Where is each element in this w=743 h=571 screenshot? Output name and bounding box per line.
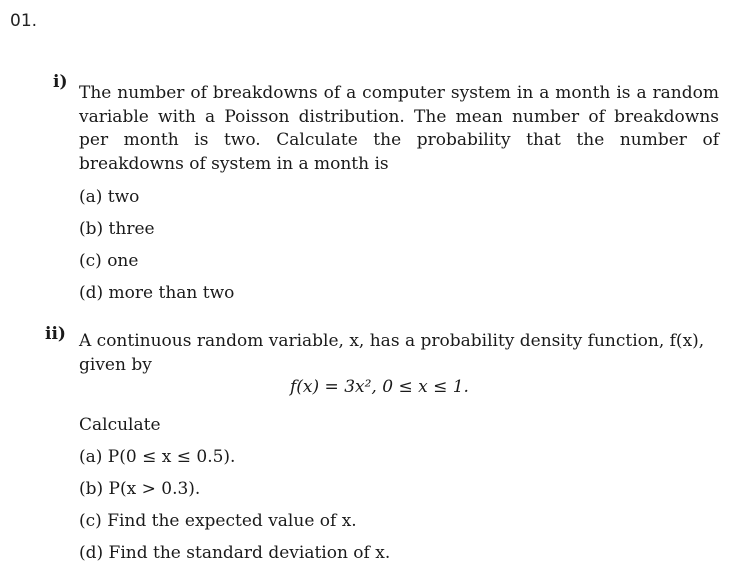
part-ii-item-d: (d) Find the standard deviation of x. bbox=[79, 543, 391, 563]
pdf-equation: f(x) = 3x², 0 ≤ x ≤ 1. bbox=[290, 377, 469, 397]
part-ii-item-c: (c) Find the expected value of x. bbox=[79, 511, 357, 531]
part-ii-item-a: (a) P(0 ≤ x ≤ 0.5). bbox=[79, 447, 236, 467]
part-ii-item-b: (b) P(x > 0.3). bbox=[79, 479, 201, 499]
question-number: 01. bbox=[10, 11, 38, 31]
part-i-text: The number of breakdowns of a computer system in a month is a random variable with a Poisson distribution. The mean number of breakdowns per month is two. Calculate the probability that the number of breakdowns of system in a month is bbox=[79, 83, 719, 174]
part-ii-label: ii) bbox=[45, 324, 66, 344]
part-i-option-c: (c) one bbox=[79, 251, 139, 271]
part-i-option-b: (b) three bbox=[79, 219, 155, 239]
part-i-label: i) bbox=[53, 72, 68, 92]
calculate-label: Calculate bbox=[79, 415, 161, 435]
part-ii-intro-line2: given by bbox=[79, 355, 152, 375]
part-i-option-d: (d) more than two bbox=[79, 283, 235, 303]
part-i-option-a: (a) two bbox=[79, 187, 140, 207]
part-ii-intro-line1: A continuous random variable, x, has a probability density function, f(x), bbox=[79, 331, 705, 351]
